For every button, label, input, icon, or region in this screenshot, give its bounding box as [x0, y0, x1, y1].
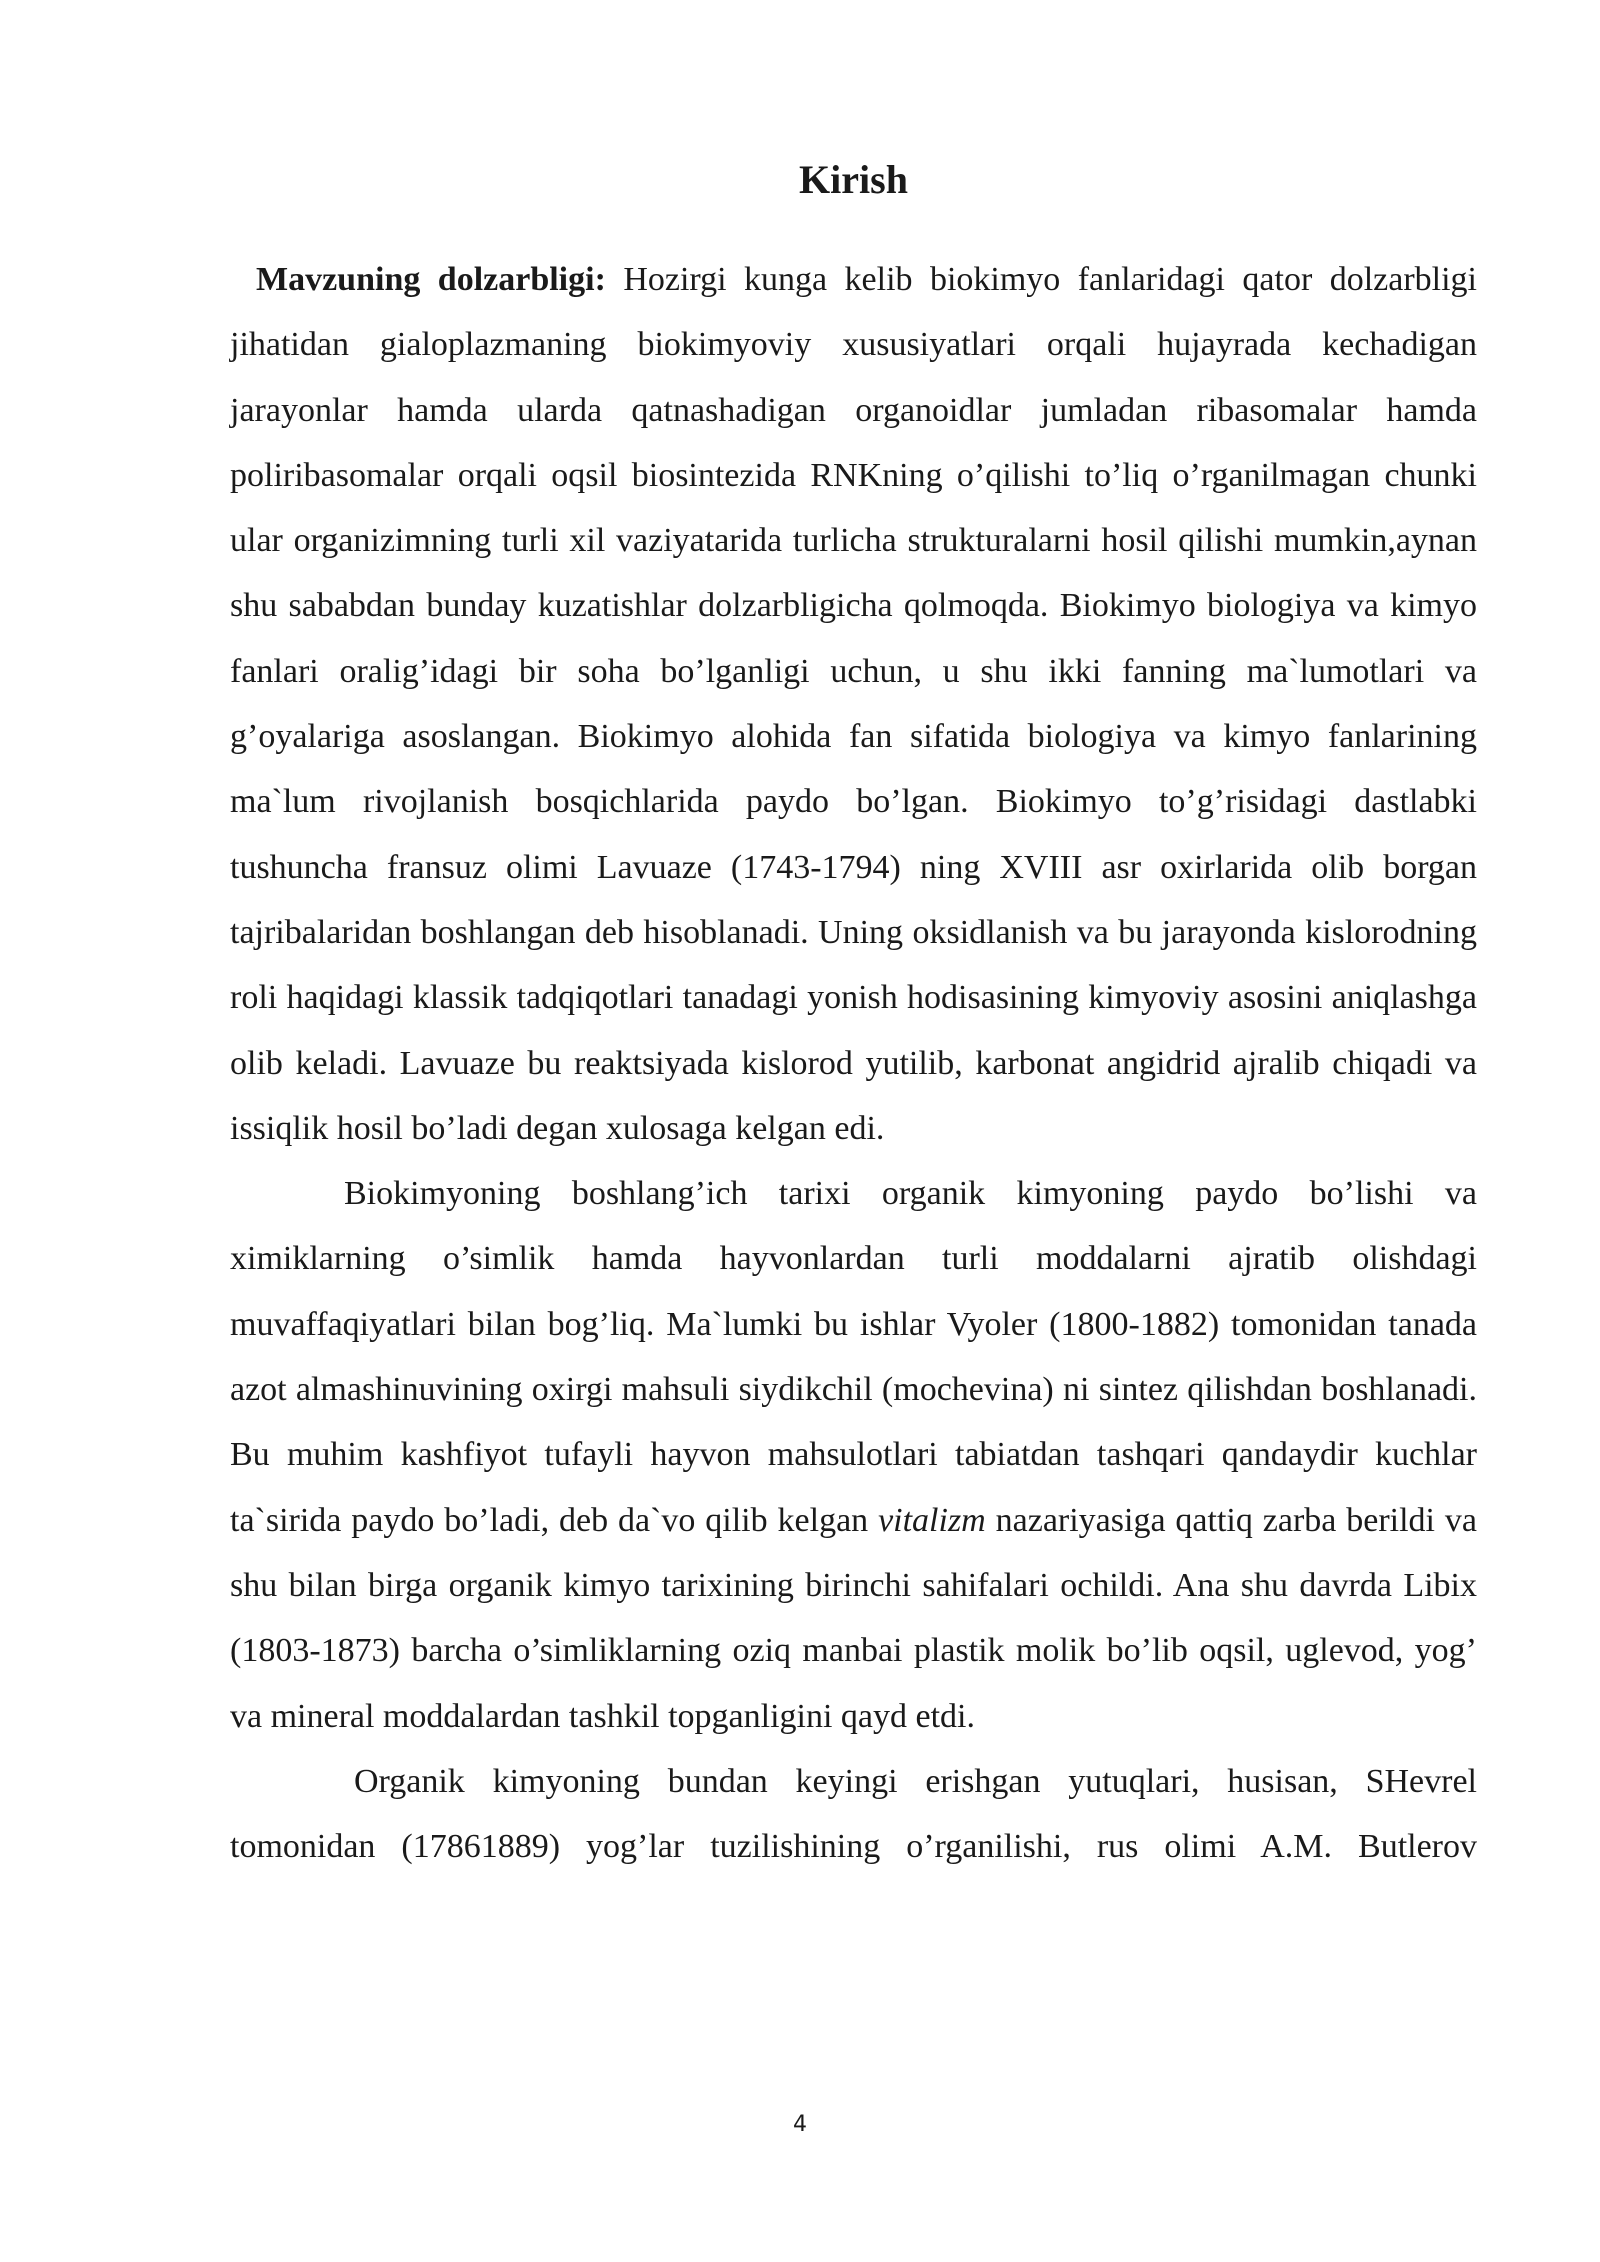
- paragraph-text: nazariyasiga qattiq zarba berildi va shu bilan birga organik kimyo tarixining birinchi sahifalari ochildi. Ana shu davrda Libix (1803-1873) barcha o’simliklarning oziq manbai plastik molik bo’lib oqsil, uglevod, yog’ va mineral moddalardan tashkil topganligini qayd etdi.: [230, 1501, 1477, 1735]
- italic-term: vitalizm: [878, 1501, 986, 1539]
- paragraph-lead: Mavzuning dolzarbligi:: [256, 261, 606, 298]
- body-text: [230, 247, 1477, 1879]
- paragraph-organic-chemistry: [230, 1749, 1477, 1880]
- page-title: Kirish: [799, 157, 908, 202]
- paragraph-relevance: [230, 247, 1477, 1161]
- paragraph-history: [230, 1161, 1477, 1749]
- paragraph-text: Hozirgi kunga kelib biokimyo fanlaridagi qator dolzarbligi jihatidan gialoplazmaning biokimyoviy xususiyatlari orqali hujayrada kechadigan jarayonlar hamda ularda qatnashadigan organoidlar jumladan ribasomalar hamda poliribasomalar orqali oqsil biosintezida RNKning o’qilishi to’liq o’rganilmagan chunki ular organizimning turli xil vaziyatarida turlicha strukturalarni hosil qilishi mumkin,aynan shu sababdan bunday kuzatishlar dolzarbligicha qolmoqda. Biokimyo biologiya va kimyo fanlari oralig’idagi bir soha bo’lganligi uchun, u shu ikki fanning ma`lumotlari va g’oyalariga asoslangan. Biokimyo alohida fan sifatida biologiya va kimyo fanlarining ma`lum rivojlanish bosqichlarida paydo bo’lgan. Biokimyo to’g’risidagi dastlabki tushuncha fransuz olimi Lavuaze (1743-1794) ning XVIII asr oxirlarida olib borgan tajribalaridan boshlangan deb hisoblanadi. Uning oksidlanish va bu jarayonda kislorodning roli haqidagi klassik tadqiqotlari tanadagi yonish hodisasining kimyoviy asosini aniqlashga olib keladi. Lavuaze bu reaktsiyada kislorod yutilib, karbonat angidrid ajralib chiqadi va issiqlik hosil bo’ladi degan xulosaga kelgan edi.: [230, 261, 1478, 1147]
- page-number: 4: [793, 2112, 807, 2137]
- paragraph-text: Biokimyoning boshlang’ich tarixi organik kimyoning paydo bo’lishi va ximiklarning o’simlik hamda hayvonlardan turli moddalarni ajratib olishdagi muvaffaqiyatlari bilan bog’liq. Ma`lumki bu ishlar Vyoler (1800-1882) tomonidan tanada azot almashinuvining oxirgi mahsuli siydikchil (mochevina) ni sintez qilishdan boshlanadi. Bu muhim kashfiyot tufayli hayvon mahsulotlari tabiatdan tashqari qandaydir kuchlar ta`sirida paydo bo’ladi, deb da`vo qilib kelgan: [230, 1175, 1477, 1539]
- paragraph-text: Organik kimyoning bundan keyingi erishgan yutuqlari, husisan, SHevrel tomonidan (17861889) yog’lar tuzilishining o’rganilishi, rus olimi A.M. Butlerov: [230, 1762, 1477, 1866]
